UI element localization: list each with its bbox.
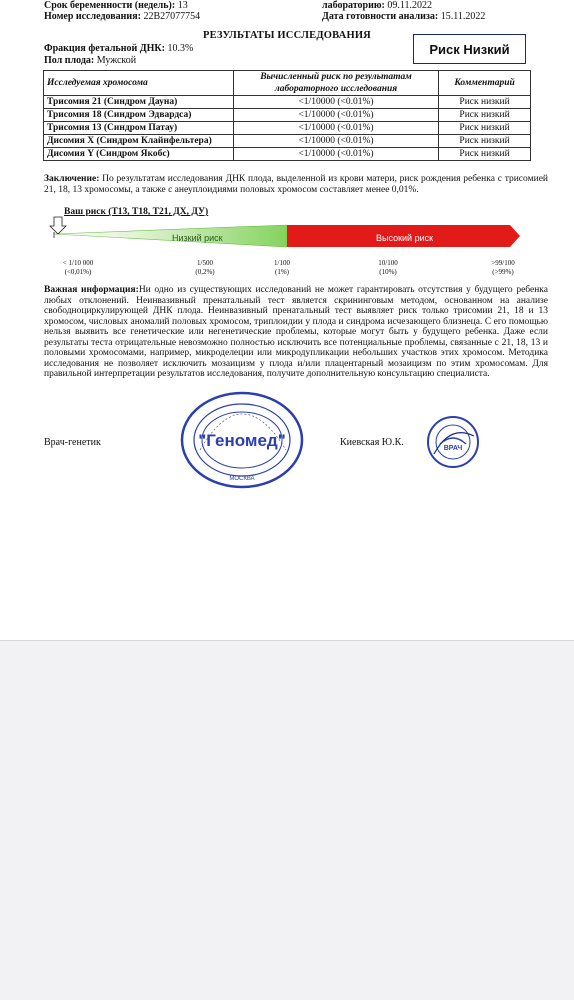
study-number-row <box>44 11 200 23</box>
table-row <box>44 109 531 122</box>
scale-tick <box>48 259 108 276</box>
scale-tick <box>252 259 312 276</box>
stamp-center-text: "Геномед" <box>198 431 286 450</box>
gestation-label: Срок беременности (недель): <box>44 0 176 11</box>
table-row <box>44 135 531 148</box>
table-row <box>44 148 531 161</box>
low-risk-band <box>54 225 287 247</box>
stamp-city: МОСКВА <box>229 476 255 482</box>
table-row <box>44 96 531 109</box>
doctor-stamp-center-text: ВРАЧ <box>443 445 463 452</box>
fetal-sex-value: Мужской <box>96 55 137 66</box>
row-risk: <1/10000 (<0.01%) <box>233 135 438 148</box>
risk-scale-title: Ваш риск (Т13, Т18, Т21, ДХ, ДУ) <box>64 207 209 217</box>
row-chromosome: Трисомия 13 (Синдром Патау) <box>44 122 234 135</box>
your-risk-arrow-icon <box>50 217 66 234</box>
fetal-sex-label: Пол плода: <box>44 55 95 66</box>
row-chromosome: Дисомия Y (Синдром Якобс) <box>44 148 234 161</box>
row-chromosome: Трисомия 18 (Синдром Эдвардса) <box>44 109 234 122</box>
fetal-sex-line <box>44 55 136 66</box>
table-row <box>44 122 531 135</box>
scale-tick-bottom: (1%) <box>275 267 289 276</box>
header-calculated-risk: Вычисленный риск по результатам лабораторного исследования <box>233 71 438 96</box>
scale-tick-top: >99/100 <box>491 259 515 267</box>
fetal-fraction-label: Фракция фетальной ДНК: <box>44 43 165 54</box>
row-comment: Риск низкий <box>439 122 531 135</box>
row-risk: <1/10000 (<0.01%) <box>233 122 438 135</box>
important-info-paragraph <box>44 285 548 380</box>
row-chromosome: Дисомия X (Синдром Клайнфельтера) <box>44 135 234 148</box>
lab-date-label: лабораторию: <box>322 0 385 11</box>
risk-summary-badge: Риск Низкий <box>413 34 526 64</box>
table-header-row <box>44 71 531 96</box>
row-comment: Риск низкий <box>439 109 531 122</box>
scale-tick-bottom: (10%) <box>379 267 397 276</box>
doctor-name: Киевская Ю.К. <box>340 437 404 448</box>
scale-tick <box>358 259 418 276</box>
ready-date-label: Дата готовности анализа: <box>322 11 439 22</box>
row-risk: <1/10000 (<0.01%) <box>233 148 438 161</box>
ready-date-value: 15.11.2022 <box>440 11 486 22</box>
study-number-value: 22В27077754 <box>143 11 201 22</box>
important-info-label: Важная информация: <box>44 285 139 295</box>
results-table <box>43 70 531 161</box>
scale-tick-bottom: (0,2%) <box>195 267 215 276</box>
header-chromosome: Исследуемая хромосома <box>44 71 234 96</box>
gestation-value: 13 <box>177 0 188 11</box>
row-comment: Риск низкий <box>439 135 531 148</box>
page-title: РЕЗУЛЬТАТЫ ИССЛЕДОВАНИЯ <box>203 30 371 41</box>
scale-tick <box>473 259 533 276</box>
doctor-role: Врач-генетик <box>44 437 101 448</box>
row-chromosome: Трисомия 21 (Синдром Дауна) <box>44 96 234 109</box>
fetal-fraction-line <box>44 43 193 54</box>
important-info-text: Ни одно из существующих исследований не может гарантировать отсутствия у будущего ребенка любых отклонений. Неинвазивный пренатальный тест является скрининговым методом, основанном на анализе свободноциркулирующей ДНК плода. Неинвазивный пренатальный тест выявляет риск только трисомии 21, 18 и 13 хромосом, числовых аномалий половых хромосом, триплоидии у плода и синдрома исчезающего близнеца. С его помощью нельзя выявить все генетические или негенетические проблемы, которые могут быть у будущего ребенка. Даже если результаты теста отрицательные невозможно полностью исключить все потенциальные проблемы, связанные с 21, 18, 13 и половыми хромосомами, например, микроделеции или микродупликации небольших участков этих хромосом. Методика исследования не позволяет исключить мозаицизм у плода и/или плацентарный мозаицизм по этим хромосомам. Для правильной интерпретации результатов исследования, получите дополнительную консультацию специалиста. <box>44 285 548 379</box>
conclusion-label: Заключение: <box>44 174 100 184</box>
scale-tick <box>175 259 235 276</box>
scale-tick-bottom: (<0,01%) <box>64 267 92 276</box>
scale-tick-top: 1/100 <box>274 259 290 267</box>
scale-tick-top: < 1/10 000 <box>62 259 94 267</box>
header-comment: Комментарий <box>439 71 531 96</box>
study-number-label: Номер исследования: <box>44 11 141 22</box>
conclusion-text: По результатам исследования ДНК плода, выделенной из крови матери, риск рождения ребенка с трисомией 21, 18, 13 хромосомы, а также с анеуплоидиями половых хромосом составляет менее 0,01%. <box>44 174 548 195</box>
row-comment: Риск низкий <box>439 96 531 109</box>
scale-tick-bottom: (>99%) <box>492 267 514 276</box>
fetal-fraction-value: 10.3% <box>167 43 194 54</box>
conclusion-paragraph <box>44 174 548 195</box>
risk-scale-graphic <box>44 214 524 254</box>
high-risk-label: Высокий риск <box>376 233 434 243</box>
row-comment: Риск низкий <box>439 148 531 161</box>
scale-tick-top: 10/100 <box>378 259 398 267</box>
row-risk: <1/10000 (<0.01%) <box>233 96 438 109</box>
doctor-stamp-icon <box>420 414 486 470</box>
scale-tick-top: 1/500 <box>197 259 213 267</box>
row-risk: <1/10000 (<0.01%) <box>233 109 438 122</box>
lab-date-value: 09.11.2022 <box>387 0 432 11</box>
low-risk-label: Низкий риск <box>172 233 223 243</box>
company-stamp-icon <box>178 390 306 490</box>
ready-date-row <box>322 11 485 23</box>
